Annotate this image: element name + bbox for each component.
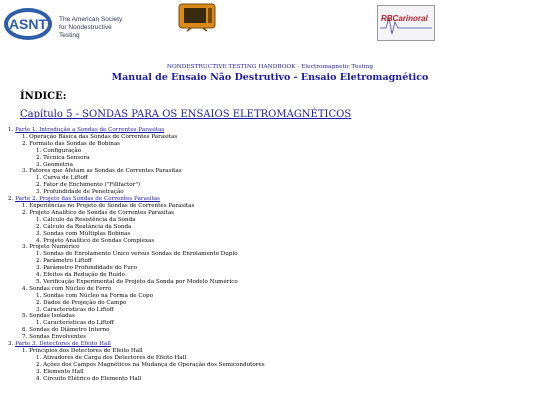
- toc-number: 1.: [22, 133, 30, 140]
- toc-number: 1.: [36, 354, 44, 361]
- logo-bar: [0, 0, 540, 50]
- toc-label: Sondas Isoladas: [29, 313, 75, 320]
- toc-label: Efeitos da Redução de Ruído: [43, 272, 125, 279]
- toc-item: [8, 155, 528, 162]
- toc-label: Cálculo da Resistência da Sonda: [43, 216, 136, 223]
- toc-number: 3.: [8, 341, 16, 348]
- toc-number: 1.: [36, 292, 44, 299]
- toc-number: 2.: [36, 182, 44, 189]
- toc-number: 4.: [36, 375, 44, 382]
- toc-item: [8, 189, 528, 196]
- toc-item: [8, 168, 528, 175]
- toc-item: [8, 148, 528, 155]
- toc-part-link[interactable]: Parte 3. Detectores de Efeito Hall: [15, 341, 111, 348]
- toc-item: [8, 300, 528, 307]
- toc-number: 2.: [36, 299, 44, 306]
- toc-item: [8, 334, 528, 341]
- waveform-icon: [378, 6, 434, 40]
- toc-item: [8, 272, 528, 279]
- toc-item: [8, 265, 528, 272]
- toc-label: Princípios dos Detectores de Efeito Hall: [29, 348, 143, 354]
- toc-label: Experiências no Projeto de Sondas de Correntes Parasitas: [29, 202, 195, 209]
- toc-label: Sondas com Núcleo na Forma de Copo: [43, 292, 153, 299]
- toc-label: Parâmetro Liftoff: [43, 258, 92, 265]
- toc-number: 6.: [22, 327, 30, 334]
- toc-label: Parâmetro Profundidade do Furo: [43, 265, 137, 272]
- toc-number: 3.: [36, 189, 44, 196]
- toc-item: [8, 279, 528, 286]
- toc-number: 4.: [22, 285, 30, 292]
- toc-number: 7.: [22, 334, 30, 341]
- toc-label: Sondas de Enrolamento Único versus Sondas de Enrolamento Duplo: [43, 251, 238, 258]
- asnt-badge-icon: [3, 6, 53, 42]
- asnt-line-2: for Nondestructive Testing: [59, 24, 112, 39]
- toc-label: Verificação Experimental do Projeto da Sonda por Modelo Numérico: [43, 278, 238, 285]
- toc-part-link[interactable]: Parte 2. Projeto das Sondas de Correntes Parasitas: [15, 196, 161, 203]
- tv-icon[interactable]: [177, 2, 217, 32]
- toc-label: Fator de Enchimento ("Fillfactor"): [43, 182, 141, 189]
- toc-label: Elemento Hall: [43, 368, 84, 375]
- toc-number: 5.: [36, 278, 44, 285]
- toc-number: 3.: [22, 244, 30, 251]
- toc-number: 2.: [36, 258, 44, 265]
- toc-label: Sondas com Múltiplas Bobinas: [43, 230, 131, 237]
- toc-number: 1.: [36, 320, 44, 327]
- toc-number: 3.: [36, 161, 44, 168]
- chapter-link[interactable]: Capítulo 5 - SONDAS PARA OS ENSAIOS ELETROMAGNÉTICOS: [20, 109, 352, 120]
- toc-number: 1.: [8, 127, 16, 133]
- toc-number: 3.: [36, 265, 44, 272]
- toc-item: [8, 231, 528, 238]
- toc-number: 2.: [22, 140, 30, 147]
- toc-number: 4.: [36, 237, 44, 244]
- toc-label: Características do Liftoff: [43, 320, 114, 327]
- toc-label: Cálculo da Reatância da Sonda: [43, 223, 132, 230]
- toc-item: [8, 376, 528, 383]
- toc-number: 2.: [36, 223, 44, 230]
- toc-label: Geometria: [43, 161, 73, 168]
- asnt-letters: ASNT: [8, 16, 48, 32]
- toc-number: 2.: [36, 154, 44, 161]
- toc-label: Operação Básica das Sondas de Correntes Parasitas: [29, 133, 178, 140]
- toc-item: [8, 369, 528, 376]
- toc-number: 2.: [8, 196, 16, 203]
- toc-item: [8, 362, 528, 369]
- toc-number: 3.: [22, 168, 30, 175]
- toc-item: [8, 217, 528, 224]
- toc-label: Ativadores de Carga dos Detectores de Efeito Hall: [43, 354, 187, 361]
- toc-label: Dados de Projeção do Campo: [43, 299, 127, 306]
- toc-item: [8, 210, 528, 217]
- toc-item: [8, 238, 528, 245]
- toc-part-link[interactable]: Parte 1. Introdução a Sondas de Correntes Parasitas: [15, 127, 165, 133]
- toc-label: Circuito Elétrico do Elemento Hall: [43, 375, 142, 382]
- toc-item: [8, 348, 528, 355]
- toc-number: 3.: [36, 230, 44, 237]
- toc-label: Técnica Sensora: [43, 154, 90, 161]
- toc-label: Profundidade de Penetração: [43, 189, 124, 196]
- toc-item: [8, 224, 528, 231]
- toc-number: 1.: [22, 202, 30, 209]
- toc-part[interactable]: [8, 341, 528, 348]
- rbcarinoral-text: RBCarinoral: [381, 14, 428, 23]
- rbcarinoral-logo[interactable]: [377, 5, 435, 41]
- toc-number: 4.: [36, 272, 44, 279]
- toc-label: Ações dos Campos Magnéticos na Mudança de Operação dos Semicondutores: [43, 361, 265, 368]
- toc-item: [8, 307, 528, 314]
- toc-item: [8, 327, 528, 334]
- toc-number: 5.: [22, 313, 30, 320]
- toc-label: Sondas Envolventes: [29, 334, 86, 341]
- toc-item: [8, 134, 528, 141]
- handbook-subtitle: NONDESTRUCTIVE TESTING HANDBOOK - Electromagnetic Testing: [166, 64, 374, 70]
- toc-item: [8, 203, 528, 210]
- toc-number: 1.: [36, 175, 44, 182]
- toc-item: [8, 355, 528, 362]
- toc-number: 3.: [36, 306, 44, 313]
- table-of-contents: [8, 127, 528, 383]
- toc-number: 2.: [22, 209, 30, 216]
- asnt-name: [59, 16, 131, 40]
- toc-number: 2.: [36, 361, 44, 368]
- toc-number: 1.: [36, 216, 44, 223]
- toc-label: Sondas com Núcleo de Ferro: [29, 285, 112, 292]
- toc-label: Formato das Sondas de Bobinas: [29, 140, 121, 147]
- toc-label: Curva de Liftoff: [43, 175, 88, 182]
- asnt-line-1: The American Society: [59, 16, 123, 23]
- toc-item: [8, 293, 528, 300]
- toc-item: [8, 141, 528, 148]
- toc-part[interactable]: [8, 196, 528, 203]
- toc-label: Projeto Analítico de Sondas de Correntes Parasitas: [29, 209, 175, 216]
- toc-number: 1.: [22, 348, 30, 354]
- toc-part[interactable]: [8, 127, 528, 134]
- asnt-logo[interactable]: [3, 4, 131, 44]
- toc-label: Fatores que Afetam as Sondas de Correntes Parasitas: [29, 168, 182, 175]
- toc-label: Configuração: [43, 147, 82, 154]
- toc-label: Projeto Numérico: [29, 244, 80, 251]
- toc-number: 3.: [36, 368, 44, 375]
- toc-label: Características do Liftoff: [43, 306, 114, 313]
- toc-item: [8, 286, 528, 293]
- toc-label: Projeto Analítico de Sondas Complexas: [43, 237, 155, 244]
- toc-number: 1.: [36, 251, 44, 258]
- toc-label: Sondas do Diâmetro Interno: [29, 327, 110, 334]
- index-heading: ÍNDICE:: [20, 91, 67, 102]
- page-title: Manual de Ensaio Não Destrutivo - Ensaio Eletromagnético: [111, 72, 429, 83]
- toc-item: [8, 162, 528, 169]
- toc-number: 1.: [36, 147, 44, 154]
